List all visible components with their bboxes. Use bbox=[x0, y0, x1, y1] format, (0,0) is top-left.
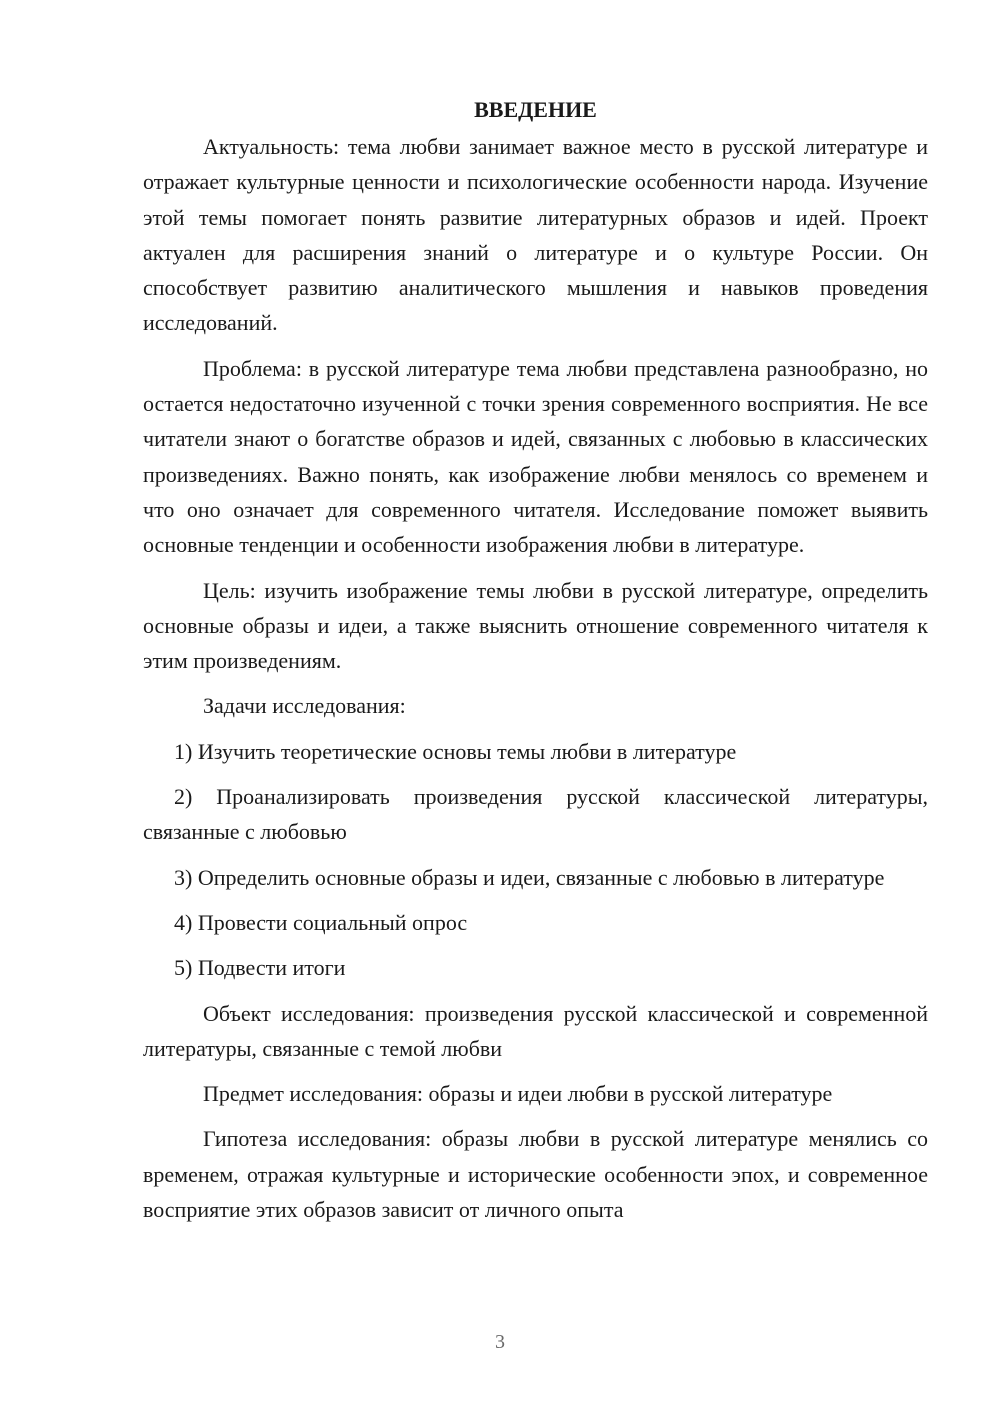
paragraph-subject: Предмет исследования: образы и идеи любви в русской литературе bbox=[203, 1081, 833, 1107]
paragraph-object: Объект исследования: произведения русской классической и современной литературы, связанные с темой любви bbox=[143, 1000, 928, 1061]
paragraph-hypothesis: Гипотеза исследования: образы любви в русской литературе менялись со временем, отражая культурные и исторические особенности эпох, и современное восприятие этих образов зависит от личного опыта bbox=[143, 1126, 928, 1223]
section-title: ВВЕДЕНИЕ bbox=[474, 97, 597, 122]
paragraph-goal: Цель: изучить изображение темы любви в русской литературе, определить основные образы и идеи, а также выяснить отношение современного читателя к этим произведениям. bbox=[143, 577, 928, 674]
task-item-2: 2) Проанализировать произведения русской классической литературы, связанные с любовью bbox=[143, 784, 928, 845]
paragraph-problem: Проблема: в русской литературе тема любви представлена разнообразно, но остается недостаточно изученной с точки зрения современного восприятия. Не все читатели знают о богатстве образов и идей, связанных с любовью в классических произведениях. Важно понять, как изображение любви менялось со временем и что оно означает для современного читателя. Исследование поможет выявить основные тенденции и особенности изображения любви в литературе. bbox=[143, 355, 928, 558]
paragraph-relevance: Актуальность: тема любви занимает важное место в русской литературе и отражает культурные ценности и психологические особенности народа. Изучение этой темы помогает понять развитие литературных образов и идей. Проект актуален для расширения знаний о литературе и о культуре России. Он способствует развитию аналитического мышления и навыков проведения исследований. bbox=[143, 134, 928, 336]
tasks-heading: Задачи исследования: bbox=[203, 693, 406, 719]
page-number: 3 bbox=[495, 1331, 505, 1353]
task-item-1: 1) Изучить теоретические основы темы любви в литературе bbox=[174, 738, 737, 764]
task-item-4: 4) Провести социальный опрос bbox=[174, 909, 468, 935]
task-item-5: 5) Подвести итоги bbox=[174, 955, 346, 981]
page-content bbox=[143, 92, 928, 1237]
task-item-3: 3) Определить основные образы и идеи, связанные с любовью в литературе bbox=[174, 864, 885, 890]
